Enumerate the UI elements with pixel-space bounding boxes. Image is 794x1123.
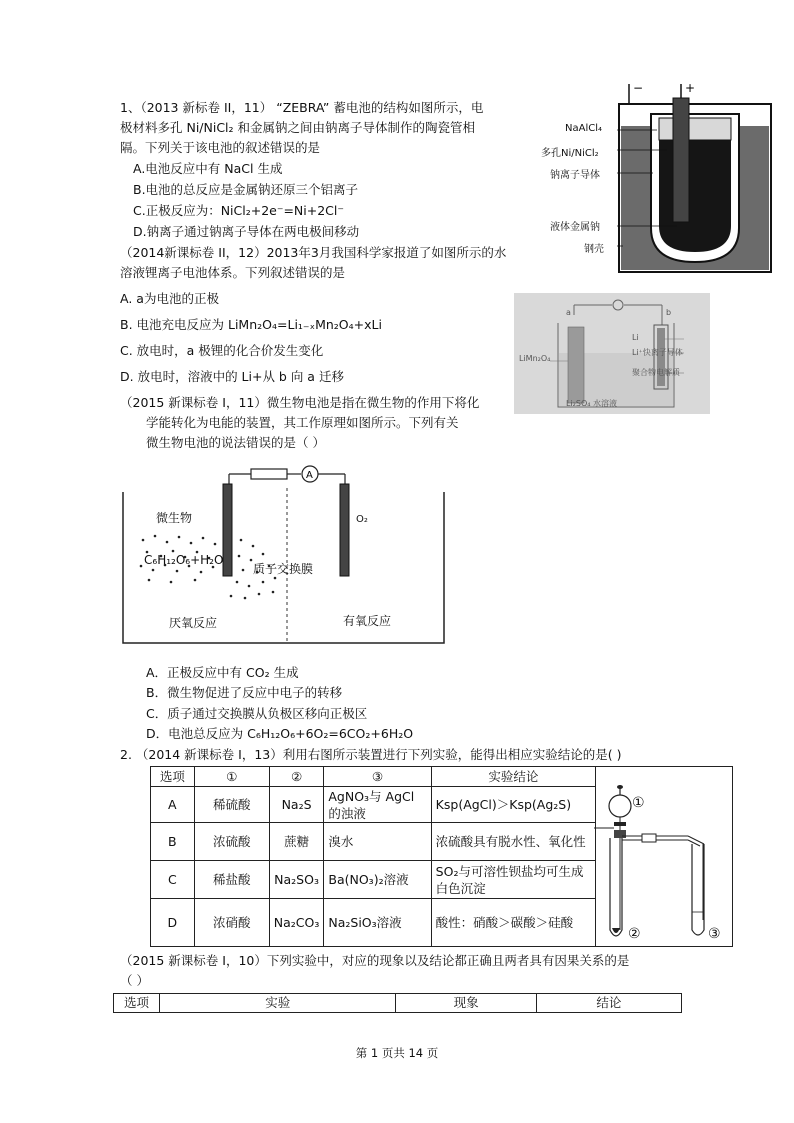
q1-line1: 1、（2013 新标卷 II，11） “ZEBRA” 蓄电池的结构如图所示，电 (120, 100, 484, 115)
q1-line2: 极材料多孔 Ni/NiCl₂ 和金属钠之间由钠离子导体制作的陶瓷管相 (120, 120, 476, 135)
table-cell: AgNO₃与 AgCl 的浊液 (324, 787, 431, 823)
fig3-label-anaerobic: 厌氧反应 (169, 616, 218, 630)
table-cell: 浓硝酸 (194, 899, 269, 947)
q5-table (113, 993, 682, 1013)
zebra-battery-figure (617, 78, 773, 274)
q1-option-b: B.电池的总反应是金属钠还原三个铝离子 (133, 182, 359, 197)
table-cell: 稀盐酸 (194, 861, 269, 899)
table-cell: 浓硫酸 (194, 823, 269, 861)
q3-line1: （2015 新课标卷 I，11）微生物电池是指在微生物的作用下将化 (120, 395, 480, 410)
q4-header-3: ③ (324, 767, 431, 787)
fig3-label-microbe: 微生物 (156, 511, 193, 525)
fig2-label-polymer: 聚合物电解质 (632, 368, 680, 377)
q3-option-a: A．正极反应中有 CO₂ 生成 (146, 665, 299, 680)
table-cell: D (151, 899, 195, 947)
page-footer: 第 1 页共 14 页 (355, 1046, 439, 1060)
q5-header-experiment: 实验 (160, 994, 396, 1013)
table-cell: SO₂与可溶性钡盐均可生成白色沉淀 (431, 861, 595, 899)
fig3-label-membrane: 质子交换膜 (253, 562, 314, 576)
table-cell: Na₂SiO₃溶液 (324, 899, 431, 947)
table-cell: Ksp(AgCl)＞Ksp(Ag₂S) (431, 787, 595, 823)
table-cell: C (151, 861, 195, 899)
table-cell: 浓硫酸具有脱水性、氧化性 (431, 823, 595, 861)
q2-option-c: C. 放电时，a 极锂的化合价发生变化 (120, 343, 324, 358)
table-cell: A (151, 787, 195, 823)
table-cell: Ba(NO₃)₂溶液 (324, 861, 431, 899)
fig2-label-a: a (566, 308, 571, 317)
q3-line2: 学能转化为电能的装置，其工作原理如图所示。下列有关 (146, 415, 459, 430)
fig2-label-li: Li (632, 333, 639, 342)
q1-line3: 隔。下列关于该电池的叙述错误的是 (120, 140, 321, 155)
fig1-plus-label: + (685, 81, 696, 95)
q1-option-c: C.正极反应为：NiCl₂+2e⁻=Ni+2Cl⁻ (133, 203, 344, 218)
q5-line2: （ ） (120, 973, 149, 988)
gas-apparatus-figure (592, 772, 728, 946)
q2-option-a: A. a为电池的正极 (120, 291, 219, 306)
table-cell: Na₂CO₃ (269, 899, 324, 947)
q4-header-1: ① (194, 767, 269, 787)
fig1-label-conductor: 钠离子导体 (550, 170, 600, 181)
fig2-label-b: b (666, 308, 672, 317)
fig1-label-liquid-na: 液体金属钠 (550, 222, 600, 233)
apparatus-label-2: ② (628, 926, 641, 942)
q1-option-a: A.电池反应中有 NaCl 生成 (133, 161, 283, 176)
q3-option-d: D．电池总反应为 C₆H₁₂O₆+6O₂=6CO₂+6H₂O (146, 726, 414, 741)
fig1-label-porous-ni: 多孔Ni/NiCl₂ (541, 148, 599, 159)
fig1-label-steel-shell: 钢壳 (584, 244, 604, 255)
table-cell: 酸性：硝酸＞碳酸＞硅酸 (431, 899, 595, 947)
q5-header-option: 选项 (114, 994, 160, 1013)
q2-option-b: B. 电池充电反应为 LiMn₂O₄=Li₁₋ₓMn₂O₄+xLi (120, 317, 382, 332)
apparatus-label-1: ① (632, 795, 645, 811)
q1-option-d: D.钠离子通过钠离子导体在两电极间移动 (133, 224, 360, 239)
q4-line1: 2. （2014 新课标卷 I，13）利用右图所示装置进行下列实验，能得出相应实验结论的是( ) (120, 747, 622, 762)
fig2-label-li-conductor: Li⁺快离子导体 (632, 348, 683, 357)
q2-line2: 溶液锂离子电池体系。下列叙述错误的是 (120, 265, 346, 280)
ammeter-label: A (306, 470, 313, 481)
fig2-label-solution: Li₂SO₄ 水溶液 (566, 399, 618, 408)
fig3-label-aerobic: 有氧反应 (343, 614, 392, 628)
q3-option-c: C．质子通过交换膜从负极区移向正极区 (146, 706, 368, 721)
fig3-label-o2: O₂ (356, 514, 368, 525)
fig1-label-naalcl4: NaAlCl₄ (565, 123, 602, 134)
q4-header-option: 选项 (151, 767, 195, 787)
q3-option-b: B．微生物促进了反应中电子的转移 (146, 685, 343, 700)
q4-header-2: ② (269, 767, 324, 787)
table-cell: 蔗糖 (269, 823, 324, 861)
q2-line1: （2014新课标卷 II，12）2013年3月我国科学家报道了如图所示的水 (120, 245, 507, 260)
table-cell: 稀硫酸 (194, 787, 269, 823)
table-cell: B (151, 823, 195, 861)
q5-header-phenomenon: 现象 (396, 994, 536, 1013)
q3-line3: 微生物电池的说法错误的是（ ） (146, 435, 325, 450)
q5-line1: （2015 新课标卷 I，10）下列实验中，对应的现象以及结论都正确且两者具有因果关系的是 (120, 953, 630, 968)
q4-header-conclusion: 实验结论 (431, 767, 595, 787)
apparatus-label-3: ③ (708, 926, 721, 942)
table-cell: 溴水 (324, 823, 431, 861)
q2-option-d: D. 放电时，溶液中的 Li+从 b 向 a 迁移 (120, 369, 344, 384)
fig2-label-limn2o4: LiMn₂O₄ (519, 354, 551, 363)
table-cell: Na₂S (269, 787, 324, 823)
fig1-minus-label: − (633, 81, 644, 95)
q5-header-conclusion: 结论 (536, 994, 681, 1013)
fig3-label-reactant: C₆H₁₂O₆+H₂O (144, 553, 224, 567)
table-cell: Na₂SO₃ (269, 861, 324, 899)
